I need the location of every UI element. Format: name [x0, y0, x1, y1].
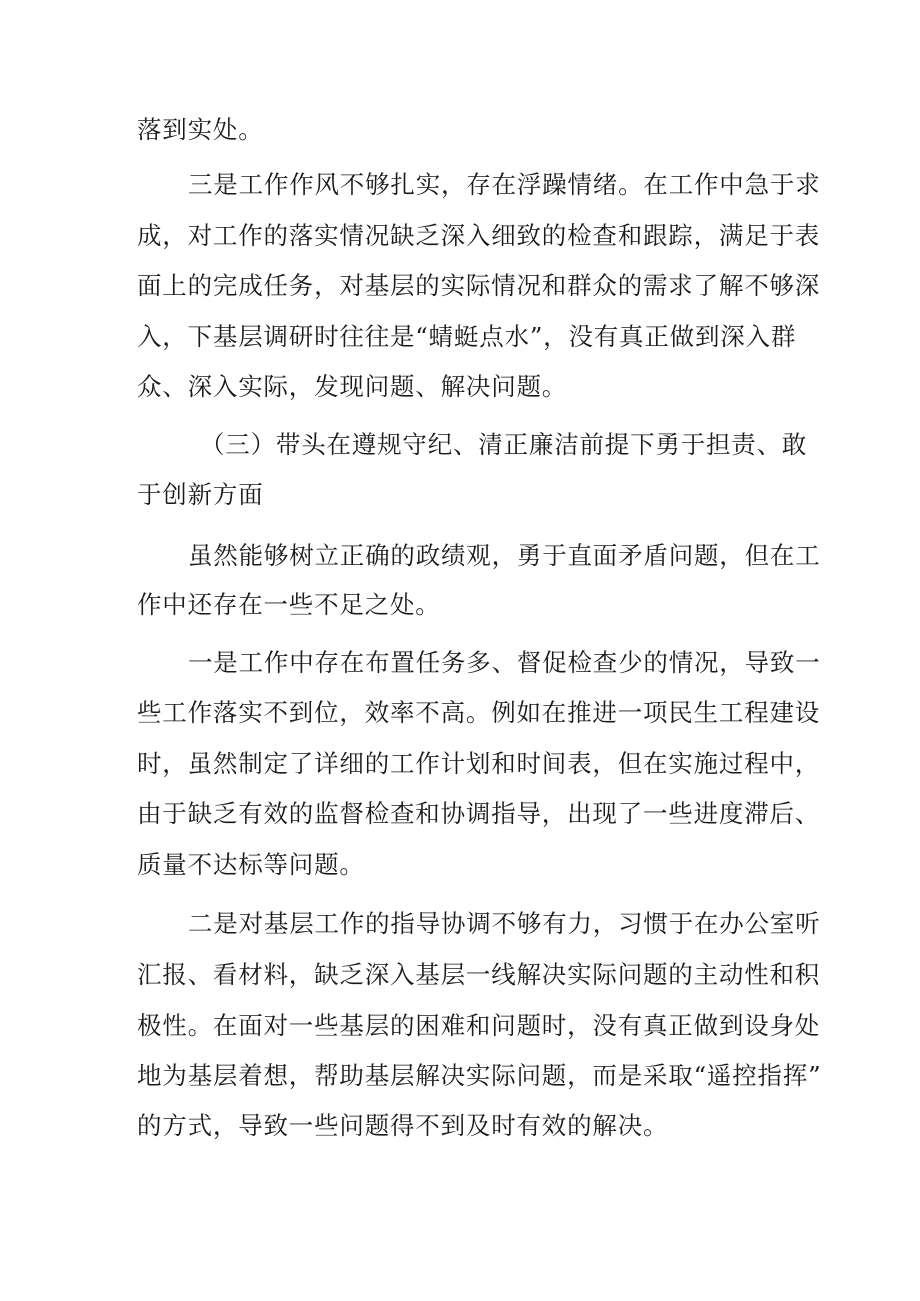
paragraph-line: 时，虽然制定了详细的工作计划和时间表，但在实施过程中，	[137, 749, 821, 778]
section-heading: （三）带头在遵规守纪、清正廉洁前提下勇于担责、敢	[200, 430, 808, 459]
paragraph-line: 三是工作作风不够扎实，存在浮躁情绪。在工作中急于求	[188, 170, 821, 199]
paragraph-line: 些工作落实不到位，效率不高。例如在推进一项民生工程建设	[137, 698, 821, 727]
section-heading: 于创新方面	[137, 480, 264, 509]
paragraph-line: 极性。在面对一些基层的困难和问题时，没有真正做到设身处	[137, 1011, 821, 1040]
paragraph-line: 汇报、看材料，缺乏深入基层一线解决实际问题的主动性和积	[137, 960, 821, 989]
paragraph-line: 众、深入实际，发现问题、解决问题。	[137, 372, 568, 401]
paragraph-line: 地为基层着想，帮助基层解决实际问题，而是采取“遥控指挥”	[137, 1061, 822, 1090]
paragraph-line: 作中还存在一些不足之处。	[137, 590, 441, 619]
paragraph-line: 二是对基层工作的指导协调不够有力，习惯于在办公室听	[188, 909, 821, 938]
paragraph-line: 入，下基层调研时往往是“蜻蜓点水”，没有真正做到深入群	[137, 322, 797, 351]
paragraph-line: 虽然能够树立正确的政绩观，勇于直面矛盾问题，但在工	[188, 541, 821, 570]
paragraph-line: 面上的完成任务，对基层的实际情况和群众的需求了解不够深	[137, 271, 821, 300]
paragraph-line: 由于缺乏有效的监督检查和协调指导，出现了一些进度滞后、	[137, 799, 821, 828]
paragraph-line: 的方式，导致一些问题得不到及时有效的解决。	[137, 1111, 669, 1140]
paragraph-line: 质量不达标等问题。	[137, 850, 365, 879]
paragraph-line: 一是工作中存在布置任务多、督促检查少的情况，导致一	[188, 648, 821, 677]
paragraph-line: 落到实处。	[137, 115, 264, 144]
paragraph-line: 成，对工作的落实情况缺乏深入细致的检查和跟踪，满足于表	[137, 221, 821, 250]
